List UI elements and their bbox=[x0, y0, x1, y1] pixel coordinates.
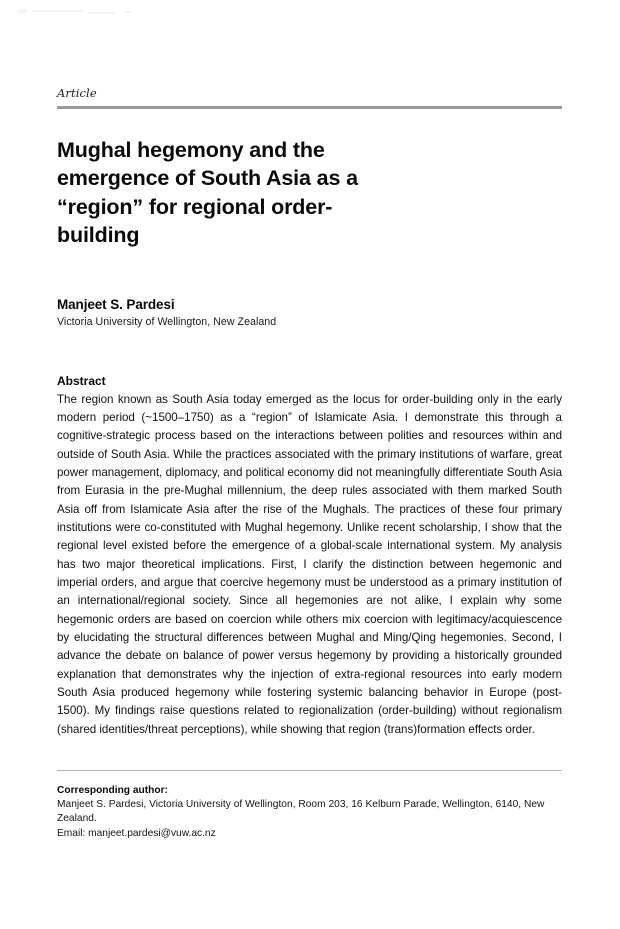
corresponding-author-block bbox=[57, 784, 562, 842]
abstract-body: The region known as South Asia today emerged as the locus for order-building only in the early modern period (~1500–1750) as a “region” of Islamicate Asia. I demonstrate this through a cognitive-strategic process based on the interactions between polities and resources within and outside of South Asia. While the practices associated with the primary institutions of warfare, great power management, diplomacy, and political economy did not meaningfully differentiate South Asia from Eurasia in the pre-Mughal millennium, the deep rules associated with them marked South Asia off from Islamicate Asia after the rise of the Mughals. The practices of these four primary institutions were co-constituted with Mughal hegemony. Unlike recent scholarship, I show that the regional level existed before the emergence of a global-scale international system. My analysis has two major theoretical implications. First, I clarify the distinction between hegemonic and imperial orders, and argue that coercive hegemony must be understood as a primary institution of an international/regional society. Since all hegemonies are not alike, I explain why some hegemonic orders are based on coercion while others mix coercion with legitimacy/acquiescence by elucidating the structural differences between Mughal and Ming/Qing hegemonies. Second, I advance the debate on balance of power versus hegemony by providing a historically grounded explanation that demonstrates why the injection of extra-regional resources into early modern South Asia produced hegemony while fostering systemic balancing behavior in Europe (post-1500). My findings raise questions related to regionalization (order-building) without regionalism (shared identities/threat perceptions), while showing that region (trans)formation effects order. bbox=[57, 392, 562, 736]
author-name: Manjeet S. Pardesi bbox=[57, 296, 175, 312]
scan-artifact bbox=[18, 9, 27, 13]
page-content bbox=[57, 0, 562, 751]
author-block bbox=[57, 296, 562, 329]
page-title: Mughal hegemony and the emergence of South Asia as a “region” for regional order-building bbox=[57, 137, 358, 247]
article-type-kicker: Article bbox=[57, 86, 97, 100]
corresponding-author-email[interactable]: Email: manjeet.pardesi@vuw.ac.nz bbox=[57, 828, 216, 840]
footer-divider bbox=[57, 770, 562, 771]
author-affiliation: Victoria University of Wellington, New Zealand bbox=[57, 315, 277, 328]
corresponding-author-address: Manjeet S. Pardesi, Victoria University of Wellington, Room 203, 16 Kelburn Parade, Wellington, 6140, New Zealand. bbox=[57, 799, 545, 825]
abstract-section bbox=[57, 373, 562, 740]
corresponding-author-heading: Corresponding author: bbox=[57, 785, 168, 796]
header-divider bbox=[57, 106, 562, 109]
abstract-heading: Abstract bbox=[57, 373, 106, 388]
